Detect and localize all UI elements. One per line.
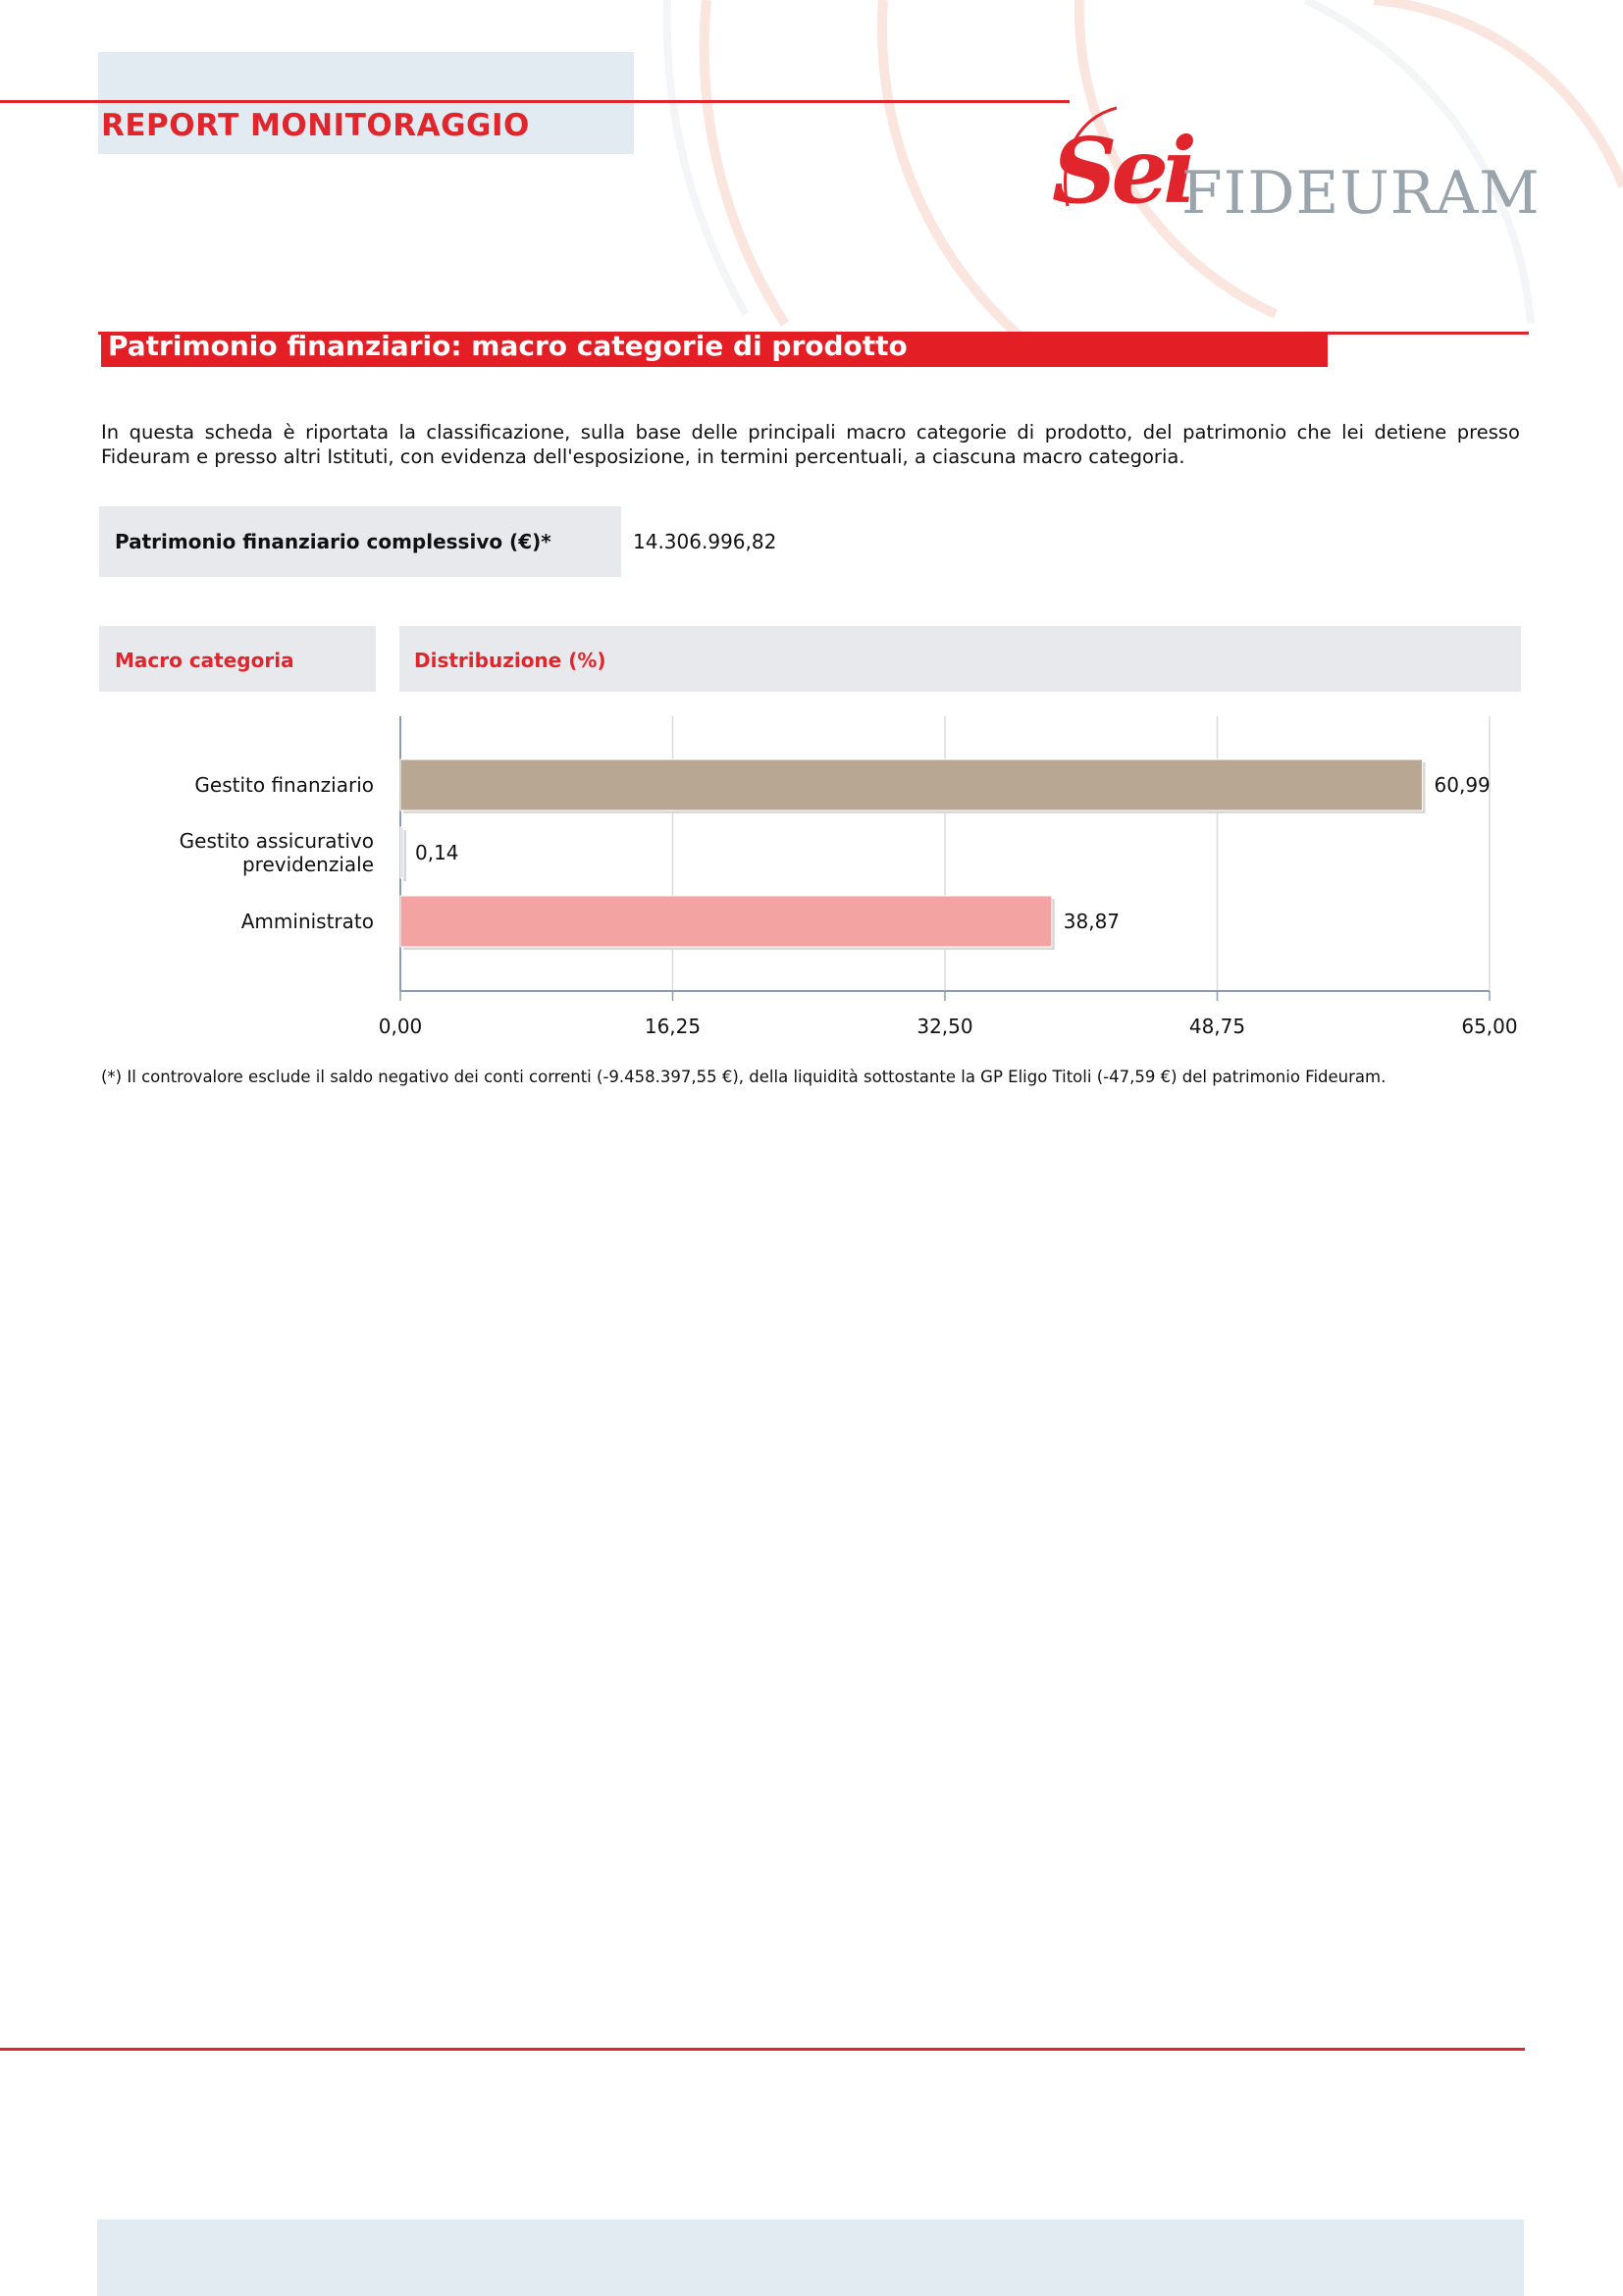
footnote: (*) Il controvalore esclude il saldo negativo dei conti correnti (-9.458.397,55 €), della liquidità sottostante la GP Eligo Titoli (-47,59 €) del patrimonio Fideuram. xyxy=(101,1068,1387,1086)
category-header: Macro categoria xyxy=(115,649,294,672)
footer-rule xyxy=(0,2048,1525,2051)
category-label-line: Gestito finanziario xyxy=(194,773,374,797)
logo-sei: Sei xyxy=(1052,118,1191,224)
bar-value-label: 0,14 xyxy=(415,841,459,864)
category-label-line: previdenziale xyxy=(241,853,374,876)
footer-box xyxy=(97,2219,1524,2296)
x-tick-label: 16,25 xyxy=(644,1015,702,1038)
x-tick-label: 32,50 xyxy=(916,1015,973,1038)
category-label xyxy=(50,829,374,876)
bar-value-label: 38,87 xyxy=(1063,910,1121,933)
category-label xyxy=(50,910,374,933)
x-tick-label: 65,00 xyxy=(1461,1015,1518,1038)
category-label xyxy=(50,773,374,797)
bar xyxy=(400,896,1052,947)
bar xyxy=(400,759,1423,810)
intro-paragraph: In questa scheda è riportata la classificazione, sulla base delle principali macro categorie di prodotto, del patrimonio che lei detiene presso Fideuram e presso altri Istituti, con evidenza dell'esposizione, in termini percentuali, a ciascuna macro categoria. xyxy=(101,421,1520,468)
total-label: Patrimonio finanziario complessivo (€)* xyxy=(115,530,551,553)
section-title: Patrimonio finanziario: macro categorie di prodotto xyxy=(108,330,908,362)
report-title: REPORT MONITORAGGIO xyxy=(101,108,530,143)
bar-value-label: 60,99 xyxy=(1434,773,1491,797)
category-label-line: Amministrato xyxy=(240,910,374,933)
total-value: 14.306.996,82 xyxy=(633,530,777,553)
distribution-header: Distribuzione (%) xyxy=(414,649,606,672)
category-label-line: Gestito assicurativo xyxy=(179,829,374,853)
logo-fideuram: FIDEURAM xyxy=(1181,159,1541,228)
x-tick-label: 48,75 xyxy=(1188,1015,1246,1038)
x-tick-label: 0,00 xyxy=(378,1015,423,1038)
bar xyxy=(400,827,403,878)
